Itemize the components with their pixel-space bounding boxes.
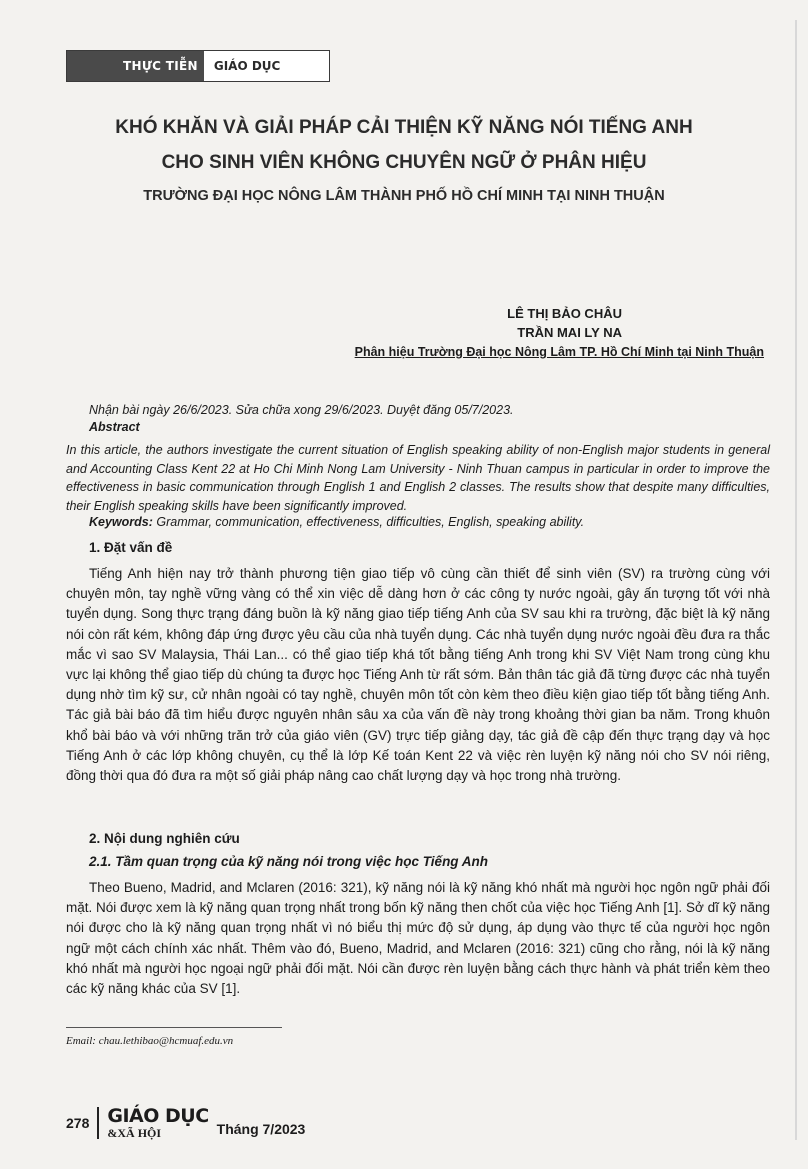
author-email: Email: chau.lethibao@hcmuaf.edu.vn	[66, 1035, 234, 1047]
section-1-paragraph: Tiếng Anh hiện nay trở thành phương tiện giao tiếp vô cùng cần thiết để sinh viên (SV) ra trường cùng với chuyên môn, tay nghề vững vàng có thể xin việc dễ dàng hơn ở các công ty nước ngoài, gây ấn tượng tốt với nhà tuyển dụng. Song thực trạng đáng buồn là kỹ năng giao tiếp tiếng Anh của SV sau khi ra trường, đặc biệt là kỹ năng nói còn rất kém, không đáp ứng được yêu cầu của nhà tuyển dụng. Các nhà tuyển dụng nước ngoài đều đưa ra thắc mắc vì sao SV Malaysia, Thái Lan... có thể giao tiếp khá tốt bằng tiếng Anh trong khi SV Việt Nam trong cùng khu vực lại không thể giao tiếp dù chúng ta được học Tiếng Anh từ rất sớm. Bản thân tác giả đã từng được các nhà tuyển dụng nhờ tìm kỹ sư, cử nhân ngoài có tay nghề, chuyên môn tốt còn kèm theo điều kiện giao tiếp tốt bằng tiếng Anh. Tác giả bài báo đã tìm hiểu được nguyên nhân sâu xa của vấn đề này trong khoảng thời gian ba năm. Trong khuôn khổ bài báo và với những trăn trở của giáo viên (GV) trực tiếp giảng dạy, tác giả đề cập đến thực trạng dạy và học Tiếng Anh ở các lớp không chuyên, cụ thể là lớp Kế toán Kent 22 và việc rèn luyện kỹ năng nói cho SV nói riêng, đồng thời qua đó đưa ra một số giải pháp nâng cao chất lượng dạy và học trong nhà trường.	[66, 566, 770, 784]
section-1-heading: 1. Đặt vấn đề	[89, 540, 173, 555]
keywords	[89, 515, 769, 529]
issue-date: Tháng 7/2023	[216, 1121, 306, 1137]
footnote-rule	[66, 1027, 282, 1028]
section-2-1-heading: 2.1. Tầm quan trọng của kỹ năng nói trong việc học Tiếng Anh	[89, 854, 489, 869]
footer-divider	[97, 1107, 99, 1139]
abstract-text: In this article, the authors investigate the current situation of English speaking ability of non-English major students in general and Accounting Class Kent 22 at Ho Chi Minh Nong Lam University - Ninh Thuan campus in particular in order to improve the effectiveness in basic communication through English 1 and English 2 classes. The results show that despite many difficulties, their English speaking skills have been significantly improved.	[66, 443, 770, 513]
author-1: LÊ THỊ BẢO CHÂU	[507, 306, 622, 321]
keywords-label: Keywords:	[89, 515, 153, 529]
article-title-line-2: CHO SINH VIÊN KHÔNG CHUYÊN NGỮ Ở PHÂN HIỆU	[161, 152, 647, 173]
journal-masthead	[107, 1107, 208, 1139]
section-2-heading: 2. Nội dung nghiên cứu	[89, 831, 240, 846]
masthead-line-2: &XÃ HỘI	[107, 1126, 162, 1140]
abstract-heading: Abstract	[89, 420, 140, 434]
author-affiliation: Phân hiệu Trường Đại học Nông Lâm TP. Hồ Chí Minh tại Ninh Thuận	[354, 345, 764, 359]
author-2: TRẦN MAI LY NA	[517, 325, 622, 340]
section-header	[66, 50, 330, 82]
section-2-1-paragraph: Theo Bueno, Madrid, and Mclaren (2016: 321), kỹ năng nói là kỹ năng khó nhất mà người học ngôn ngữ phải đối mặt. Nói được xem là kỹ năng quan trọng nhất trong bốn kỹ năng then chốt của việc học Tiếng Anh [1]. Sở dĩ kỹ năng nói được cho là kỹ năng quan trọng nhất vì nó biểu thị mức độ sử dụng, áp dụng vào thực tế của người học ngôn ngữ một cách chính xác nhất. Thêm vào đó, Bueno, Madrid, and Mclaren (2016: 321) cũng cho rằng, nói là kỹ năng khó nhất mà người học ngoại ngữ phải đối mặt. Nói cần được rèn luyện bằng cách thực hành và phát triển kèm theo các kỹ năng khác của SV [1].	[66, 880, 770, 997]
submission-dates: Nhận bài ngày 26/6/2023. Sửa chữa xong 29/6/2023. Duyệt đăng 05/7/2023.	[89, 403, 514, 417]
topic-label: GIÁO DỤC	[204, 51, 329, 81]
page-footer	[66, 1106, 305, 1140]
page-number: 278	[66, 1115, 90, 1131]
article-title-line-3: TRƯỜNG ĐẠI HỌC NÔNG LÂM THÀNH PHỐ HỒ CHÍ MINH TẠI NINH THUẬN	[143, 188, 665, 204]
article-title-line-1: KHÓ KHĂN VÀ GIẢI PHÁP CẢI THIỆN KỸ NĂNG NÓI TIẾNG ANH	[115, 117, 693, 138]
page-edge-rule	[795, 20, 797, 1140]
keywords-text: Grammar, communication, effectiveness, difficulties, English, speaking ability.	[152, 515, 585, 529]
section-label: THỰC TIỄN	[67, 51, 204, 81]
masthead-line-1: GIÁO DỤC	[107, 1105, 209, 1127]
